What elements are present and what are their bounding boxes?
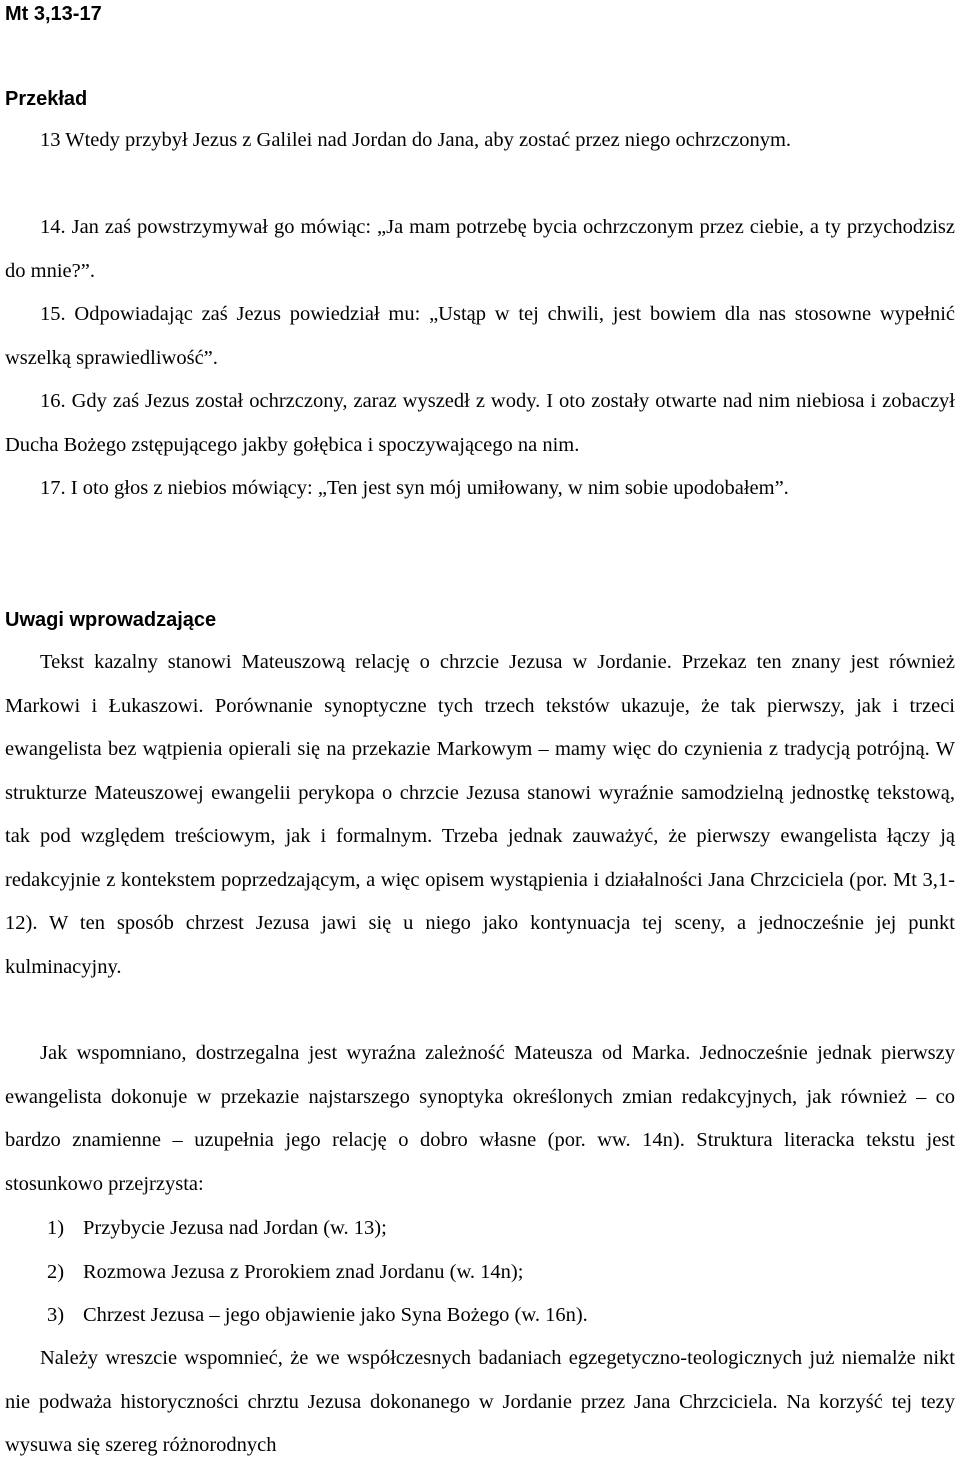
list-item — [5, 1251, 955, 1295]
verse-16: 16. Gdy zaś Jezus został ochrzczony, zaraz wyszedł z wody. I oto zostały otwarte nad nim niebiosa i zobaczył Ducha Bożego zstępującego jakby gołębica i spoczywającego na nim. — [5, 390, 955, 456]
verse-13: 13 Wtedy przybył Jezus z Galilei nad Jordan do Jana, aby zostać przez niego ochrzczonym. — [40, 129, 792, 151]
list-item — [5, 1294, 955, 1338]
paragraph-1: Tekst kazalny stanowi Mateuszową relację o chrzcie Jezusa w Jordanie. Przekaz ten znany jest również Markowi i Łukaszowi. Porównanie synoptyczne tych trzech tekstów ukazuje, że tak pierwszy, jak i trzeci ewangelista bez wątpienia opierali się na przekazie Markowym – mamy więc do czynienia z tradycją potrójną. W strukturze Mateuszowej ewangelii perykopa o chrzcie Jezusa stanowi wyraźnie samodzielną jednostkę tekstową, tak pod względem treściowym, jak i formalnym. Trzeba jednak zauważyć, że pierwszy ewangelista łączy ją redakcyjnie z kontekstem poprzedzającym, a więc opisem wystąpienia i działalności Jana Chrzciciela (por. Mt 3,1-12). W ten sposób chrzest Jezusa jawi się u niego jako kontynuacja tej sceny, a jednocześnie jej punkt kulminacyjny. — [5, 651, 955, 978]
paragraph-2: Jak wspomniano, dostrzegalna jest wyraźna zależność Mateusza od Marka. Jednocześnie jednak pierwszy ewangelista dokonuje w przekazie najstarszego synoptyka określonych zmian redakcyjnych, jak również – co bardzo znamienne – uzupełnia jego relację o dobro własne (por. ww. 14n). Struktura literacka tekstu jest stosunkowo przejrzysta: — [5, 1042, 955, 1195]
list-item-number: 2) — [47, 1260, 65, 1283]
list-item-number: 3) — [47, 1304, 65, 1326]
intro-heading: Uwagi wprowadzające — [5, 609, 217, 631]
document-title: Mt 3,13-17 — [5, 3, 102, 25]
translation-heading: Przekład — [5, 88, 88, 110]
structure-list — [5, 1207, 955, 1338]
list-item — [5, 1207, 955, 1251]
list-item-number: 1) — [47, 1217, 65, 1239]
verse-14: 14. Jan zaś powstrzymywał go mówiąc: „Ja mam potrzebę bycia ochrzczonym przez ciebie, a ty przychodzisz do mnie?”. — [5, 216, 955, 282]
verse-15: 15. Odpowiadając zaś Jezus powiedział mu: „Ustąp w tej chwili, jest bowiem dla nas stosowne wypełnić wszelką sprawiedliwość”. — [5, 303, 955, 369]
list-item-text: Chrzest Jezusa – jego objawienie jako Syna Bożego (w. 16n). — [83, 1304, 588, 1326]
paragraph-3: Należy wreszcie wspomnieć, że we współczesnych badaniach egzegetyczno-teologicznych już niemalże nikt nie podważa historyczności chrztu Jezusa dokonanego w Jordanie przez Jana Chrzciciela. Na korzyść tej tezy wysuwa się szereg różnorodnych — [5, 1347, 955, 1456]
list-item-text: Przybycie Jezusa nad Jordan (w. 13); — [83, 1217, 387, 1239]
list-item-text: Rozmowa Jezusa z Prorokiem znad Jordanu (w. 14n); — [83, 1260, 524, 1283]
verse-17: 17. I oto głos z niebios mówiący: „Ten jest syn mój umiłowany, w nim sobie upodobałem”. — [40, 477, 789, 499]
